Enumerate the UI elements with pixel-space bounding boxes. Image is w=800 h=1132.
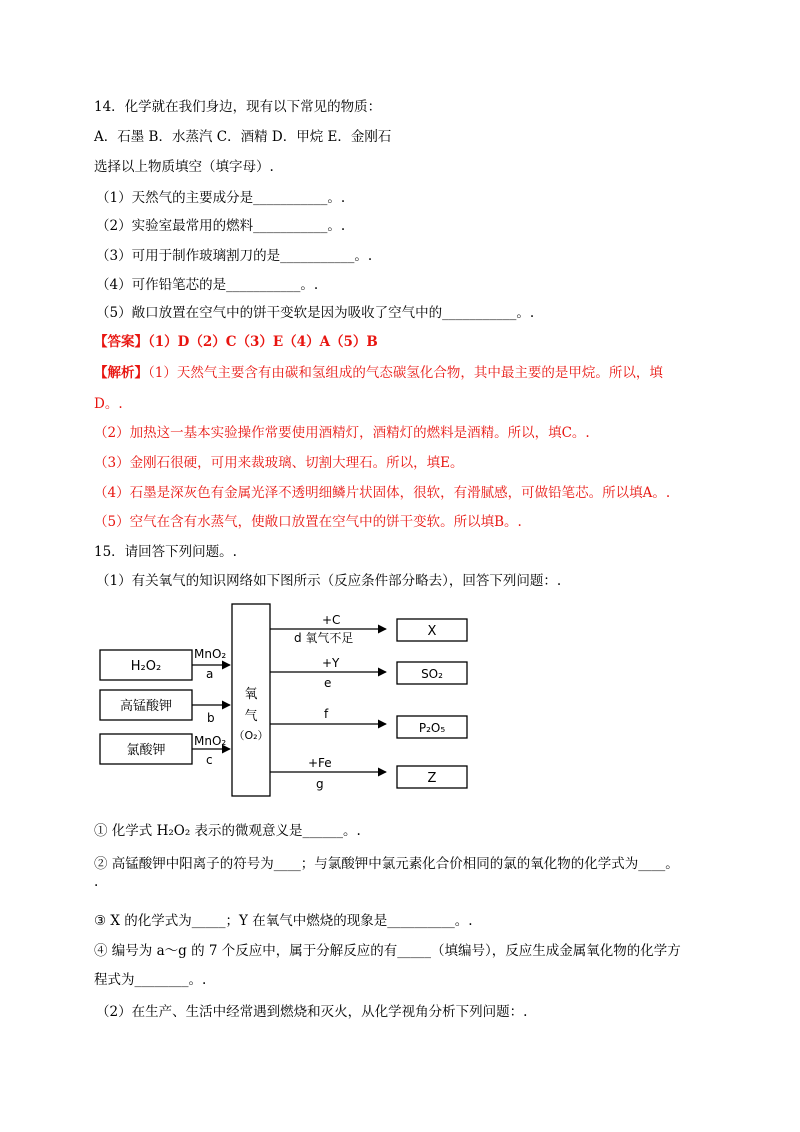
q14-instruction: 选择以上物质填空（填字母）. — [94, 159, 274, 175]
q15-part1: （1）有关氧气的知识网络如下图所示（反应条件部分略去），回答下列问题：. — [96, 573, 562, 589]
q15-sub-3: ③ X 的化学式为_____；Y 在氧气中燃烧的现象是__________。. — [94, 913, 473, 929]
q14-item-5: （5）敞口放置在空气中的饼干变软是因为吸收了空气中的___________。. — [96, 305, 535, 321]
box-x-label: X — [427, 624, 437, 639]
q14-analysis-line-5: （4）石墨是深灰色有金属光泽不透明细鳞片状固体，很软，有滑腻感，可做铅笔芯。所以填A。. — [94, 485, 671, 501]
q14-stem: 14．化学就在我们身边，现有以下常见的物质： — [94, 99, 382, 115]
box-p2o5-label: P₂O₅ — [418, 721, 446, 735]
analysis-tag: 【解析】 — [94, 365, 148, 381]
analysis-text: （1）天然气主要含有由碳和氢组成的气态碳氢化合物，其中最主要的是甲烷。所以，填 — [148, 365, 663, 381]
label-a: a — [206, 667, 214, 681]
q14-analysis-line-4: （3）金刚石很硬，可用来裁玻璃、切割大理石。所以，填E。 — [94, 455, 464, 471]
label-g: g — [316, 777, 324, 791]
q14-item-1: （1）天然气的主要成分是___________。. — [96, 190, 346, 206]
q15-sub-4-cont: 程式为________。. — [94, 972, 207, 988]
box-so2-label: SO₂ — [421, 667, 443, 681]
label-d: d 氧气不足 — [294, 631, 354, 645]
q15-stem: 15．请回答下列问题。. — [94, 544, 237, 560]
q15-part2: （2）在生产、生活中经常遇到燃烧和灭火，从化学视角分析下列问题：. — [96, 1004, 528, 1020]
q14-item-4: （4）可作铅笔芯的是___________。. — [96, 277, 319, 293]
q14-options: A．石墨 B．水蒸汽 C．酒精 D．甲烷 E．金刚石 — [94, 129, 392, 145]
q14-item-3: （3）可用于制作玻璃割刀的是___________。. — [96, 248, 373, 264]
q14-answer — [94, 332, 378, 352]
box-h2o2-label: H₂O₂ — [130, 659, 162, 674]
answer-tag: 【答案】 — [94, 334, 148, 350]
label-b: b — [207, 711, 215, 725]
q15-stray-dot: . — [94, 874, 99, 890]
label-plus-c: +C — [322, 613, 341, 627]
q14-item-2: （2）实验室最常用的燃料___________。. — [96, 218, 346, 234]
label-c: c — [206, 753, 213, 767]
q14-analysis-line-6: （5）空气在含有水蒸气，使敞口放置在空气中的饼干变软。所以填B。. — [94, 514, 522, 530]
oxygen-formula: （O₂） — [233, 729, 269, 742]
q14-analysis-line-1 — [94, 363, 663, 383]
box-z-label: Z — [427, 771, 437, 786]
label-plus-fe: +Fe — [308, 756, 332, 770]
label-mno2-a: MnO₂ — [194, 647, 227, 661]
oxygen-knowledge-diagram — [94, 600, 484, 805]
q15-sub-1: ① 化学式 H₂O₂ 表示的微观意义是______。. — [94, 823, 361, 839]
label-e: e — [324, 676, 332, 690]
box-kclo3-label: 氯酸钾 — [126, 743, 166, 758]
answer-text: （1）D（2）C（3）E（4）A（5）B — [148, 334, 378, 350]
q14-analysis-line-2: D。. — [94, 396, 123, 412]
box-kmno4-label: 高锰酸钾 — [119, 699, 173, 714]
label-mno2-c: MnO₂ — [194, 734, 227, 748]
oxygen-char-1: 氧 — [244, 687, 258, 702]
label-f: f — [324, 707, 329, 721]
q14-analysis-line-3: （2）加热这一基本实验操作常要使用酒精灯，酒精灯的燃料是酒精。所以，填C。. — [94, 425, 590, 441]
oxygen-char-2: 气 — [244, 709, 258, 724]
q15-sub-4: ④ 编号为 a～g 的 7 个反应中，属于分解反应的有_____（填编号），反应生成金属氧化物的化学方 — [94, 943, 681, 959]
q15-sub-2: ② 高锰酸钾中阳离子的符号为____；与氯酸钾中氯元素化合价相同的氯的氧化物的化学式为____。 — [94, 856, 679, 872]
label-plus-y: +Y — [322, 656, 340, 670]
